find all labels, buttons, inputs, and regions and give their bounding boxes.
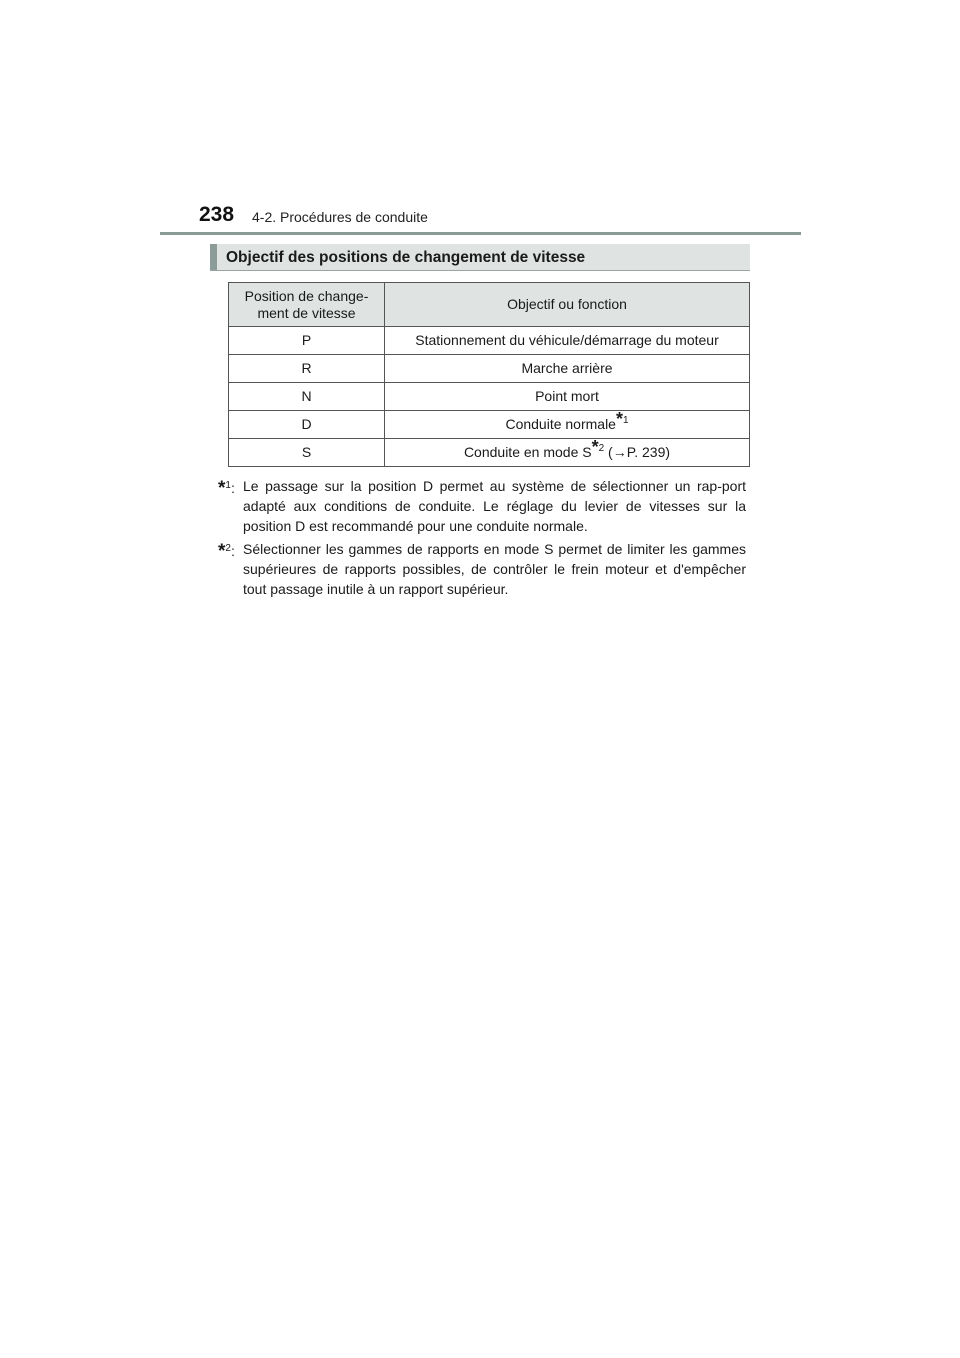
section-title-accent-bar — [210, 244, 217, 270]
footnote-text: Le passage sur la position D permet au système de sélectionner un rap-port adapté aux conditions de conduite. Le réglage du levier de vitesses sur la position D est recommandé pour une conduite normale. — [243, 478, 746, 534]
function-cell — [385, 411, 750, 439]
table-row — [229, 439, 750, 467]
footnote-star: * — [615, 409, 623, 429]
footnote-marker — [218, 476, 235, 499]
footnote-text: Sélectionner les gammes de rapports en mode S permet de limiter les gammes supérieures de rapports possibles, de contrôler le frein moteur et d'empêcher tout passage inutile à un rapport supérieur. — [243, 541, 746, 597]
footnote-ref: 1 — [225, 480, 231, 491]
footnote-star: * — [218, 478, 226, 499]
function-cell — [385, 439, 750, 467]
position-cell: N — [229, 383, 385, 411]
footnote-ref: 2 — [598, 443, 605, 454]
column-header-function: Objectif ou fonction — [385, 283, 750, 327]
footnotes — [218, 476, 746, 602]
page-number: 238 — [199, 203, 235, 226]
gear-position-table — [228, 282, 750, 467]
table-header-row — [229, 283, 750, 327]
function-cell: Stationnement du véhicule/démarrage du moteur — [385, 327, 750, 355]
footnote-star: * — [591, 437, 599, 457]
position-cell: D — [229, 411, 385, 439]
column-header-position: Position de change-ment de vitesse — [229, 283, 385, 327]
table-row — [229, 355, 750, 383]
footnote-separator: : — [230, 480, 235, 496]
page-reference-link[interactable]: (→P. 239) — [604, 444, 671, 460]
footnote-2 — [218, 539, 746, 599]
table-row — [229, 411, 750, 439]
table-row — [229, 327, 750, 355]
footnote-ref: 1 — [622, 415, 629, 426]
section-title: Objectif des positions de changement de vitesse — [226, 249, 586, 266]
section-title-box — [210, 244, 750, 271]
table-row — [229, 383, 750, 411]
function-cell: Marche arrière — [385, 355, 750, 383]
function-text: Conduite normale — [505, 416, 616, 432]
footnote-star: * — [218, 541, 226, 562]
footnote-separator: : — [230, 543, 235, 559]
position-cell: S — [229, 439, 385, 467]
footnote-marker — [218, 539, 235, 562]
function-text: Conduite en mode S — [463, 444, 592, 460]
footnote-ref: 2 — [225, 543, 231, 554]
function-cell: Point mort — [385, 383, 750, 411]
section-breadcrumb: 4-2. Procédures de conduite — [252, 209, 428, 225]
footnote-1 — [218, 476, 746, 536]
position-cell: R — [229, 355, 385, 383]
position-cell: P — [229, 327, 385, 355]
header-rule — [160, 232, 801, 235]
